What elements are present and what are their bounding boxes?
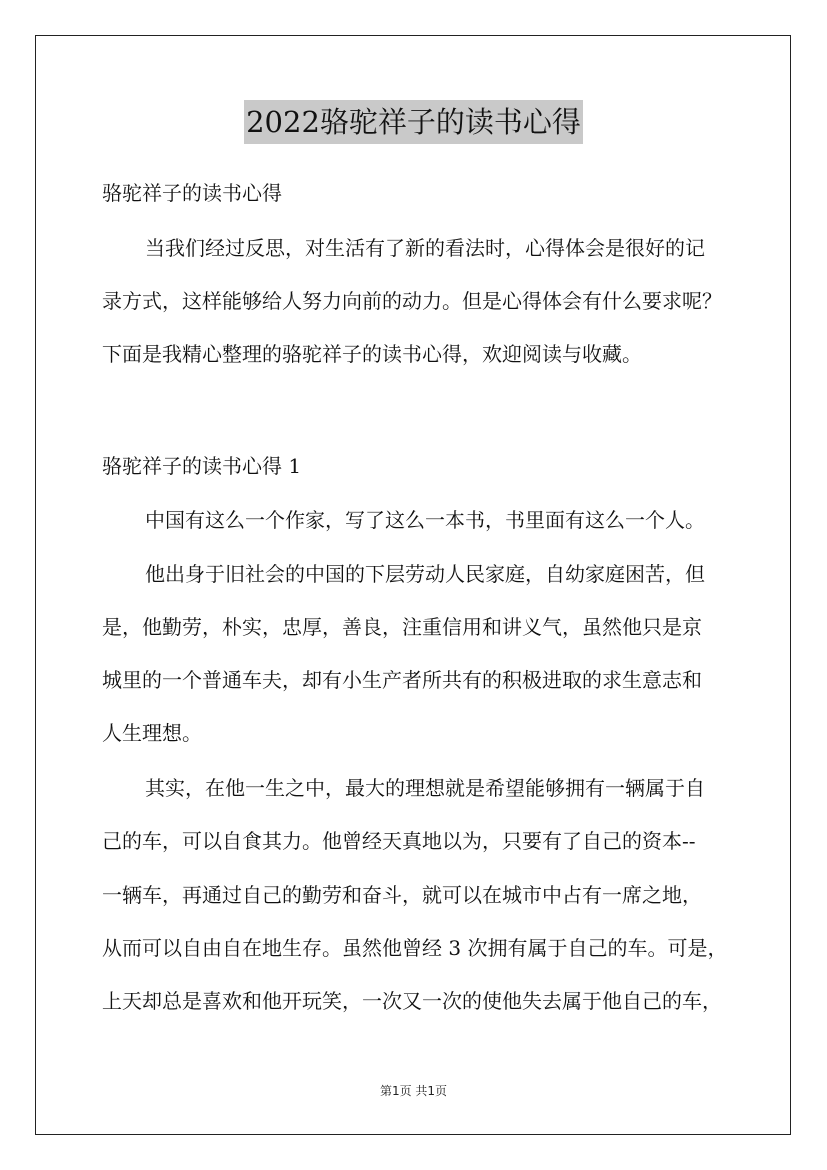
body-line: 城里的一个普通车夫，却有小生产者所共有的积极进取的求生意志和: [102, 668, 702, 692]
document-title: 2022骆驼祥子的读书心得: [244, 100, 583, 144]
body-line: 一辆车，再通过自己的勤劳和奋斗，就可以在城市中占有一席之地，: [102, 883, 702, 907]
body-line: 上天却总是喜欢和他开玩笑，一次又一次的使他失去属于他自己的车，: [102, 989, 722, 1013]
body-line: 他出身于旧社会的中国的下层劳动人民家庭，自幼家庭困苦，但: [145, 562, 705, 586]
body-line: 人生理想。: [102, 721, 202, 745]
body-line: 己的车，可以自食其力。他曾经天真地以为，只要有了自己的资本--: [102, 829, 696, 853]
body-line: 其实，在他一生之中，最大的理想就是希望能够拥有一辆属于自: [145, 776, 705, 800]
intro-line: 当我们经过反思，对生活有了新的看法时，心得体会是很好的记: [145, 236, 705, 260]
page-number-footer: 第1页 共1页: [379, 1084, 448, 1098]
title-container: [0, 100, 827, 144]
intro-line: 下面是我精心整理的骆驼祥子的读书心得，欢迎阅读与收藏。: [102, 342, 642, 366]
section-heading: 骆驼祥子的读书心得 1: [102, 454, 302, 478]
intro-line: 录方式，这样能够给人努力向前的动力。但是心得体会有什么要求呢？: [102, 289, 722, 313]
body-line: 从而可以自由自在地生存。虽然他曾经 3 次拥有属于自己的车。可是，: [102, 936, 728, 960]
body-line: 是，他勤劳，朴实，忠厚，善良，注重信用和讲义气，虽然他只是京: [102, 615, 702, 639]
subtitle: 骆驼祥子的读书心得: [102, 181, 282, 205]
body-line: 中国有这么一个作家，写了这么一本书，书里面有这么一个人。: [145, 508, 705, 532]
